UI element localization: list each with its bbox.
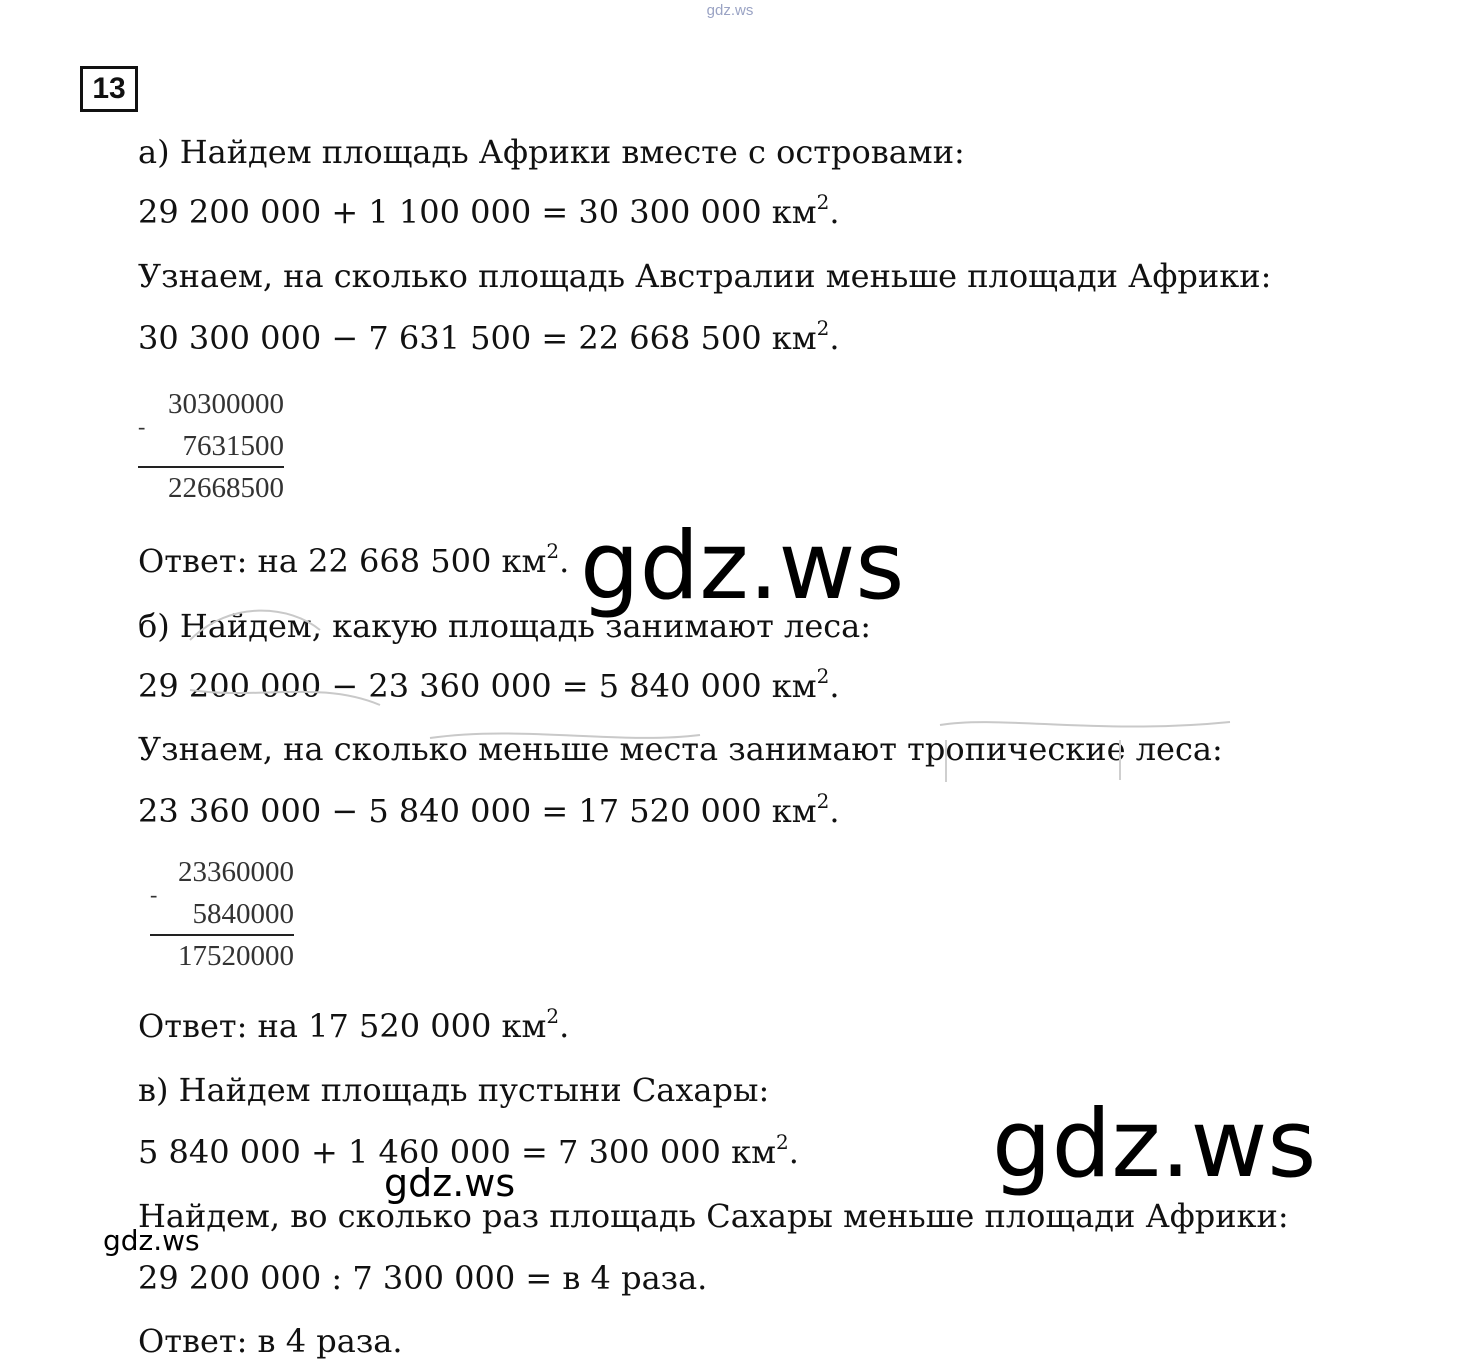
part-b-text-2: Узнаем, на сколько меньше места занимают тропические леса: <box>138 730 1223 768</box>
equation-text: 23 360 000 − 5 840 000 = 17 520 000 км <box>138 792 817 830</box>
minus-sign: - <box>138 414 146 439</box>
part-b-equation-2: 23 360 000 − 5 840 000 = 17 520 000 $км^2$. <box>138 789 840 830</box>
column-result: 17520000 <box>178 940 294 972</box>
part-c-equation-2: 29 200 000 : 7 300 000 = в 4 раза. <box>138 1259 708 1297</box>
watermark-medium: gdz.ws <box>384 1161 516 1205</box>
exponent: 2 <box>775 1130 789 1154</box>
watermark-large-2: gdz.ws <box>992 1090 1317 1199</box>
part-a-equation-2: 30 300 000 − 7 631 500 = 22 668 500 $км^2$. <box>138 316 840 357</box>
minus-sign: - <box>150 882 158 907</box>
watermark-small: gdz.ws <box>103 1224 200 1257</box>
task-number: 13 <box>80 66 138 112</box>
part-a-equation-1: 29 200 000 + 1 100 000 = 30 300 000 $км^2$. <box>138 190 840 231</box>
exponent: 2 <box>816 190 830 214</box>
part-c-answer: Ответ: в 4 раза. <box>138 1322 403 1360</box>
part-c-equation-1: 5 840 000 + 1 460 000 = 7 300 000 $км^2$. <box>138 1130 799 1171</box>
part-b-intro: б) Найдем, какую площадь занимают леса: <box>138 607 872 645</box>
column-subtraction-a <box>138 390 284 516</box>
column-line <box>138 466 284 468</box>
exponent: 2 <box>816 789 830 813</box>
exponent: 2 <box>816 316 830 340</box>
answer-text: Ответ: на 22 668 500 км <box>138 542 547 580</box>
column-subtraction-b <box>150 858 294 984</box>
column-result: 22668500 <box>168 472 284 504</box>
answer-text: Ответ: на 17 520 000 км <box>138 1007 547 1045</box>
part-a-intro: а) Найдем площадь Африки вместе с островами: <box>138 133 965 171</box>
equation-text: 29 200 000 − 23 360 000 = 5 840 000 км <box>138 667 817 705</box>
part-a-text-2: Узнаем, на сколько площадь Австралии меньше площади Африки: <box>138 257 1272 295</box>
part-c-intro: в) Найдем площадь пустыни Сахары: <box>138 1071 770 1109</box>
part-c-text-2: Найдем, во сколько раз площадь Сахары меньше площади Африки: <box>138 1197 1289 1235</box>
exponent: 2 <box>816 664 830 688</box>
part-b-answer: Ответ: на 17 520 000 $км^2$. <box>138 1004 570 1045</box>
column-subtrahend: 5840000 <box>192 898 294 930</box>
column-minuend: 23360000 <box>178 856 294 888</box>
equation-text: 29 200 000 + 1 100 000 = 30 300 000 км <box>138 193 817 231</box>
watermark-top: gdz.ws <box>706 2 754 19</box>
column-minuend: 30300000 <box>168 388 284 420</box>
exponent: 2 <box>546 539 560 563</box>
column-line <box>150 934 294 936</box>
exponent: 2 <box>546 1004 560 1028</box>
watermark-large-1: gdz.ws <box>580 512 905 621</box>
part-a-answer: Ответ: на 22 668 500 $км^2$. <box>138 539 570 580</box>
equation-text: 30 300 000 − 7 631 500 = 22 668 500 км <box>138 319 817 357</box>
part-b-equation-1: 29 200 000 − 23 360 000 = 5 840 000 $км^2$. <box>138 664 840 705</box>
equation-text: 5 840 000 + 1 460 000 = 7 300 000 км <box>138 1133 776 1171</box>
column-subtrahend: 7631500 <box>182 430 284 462</box>
